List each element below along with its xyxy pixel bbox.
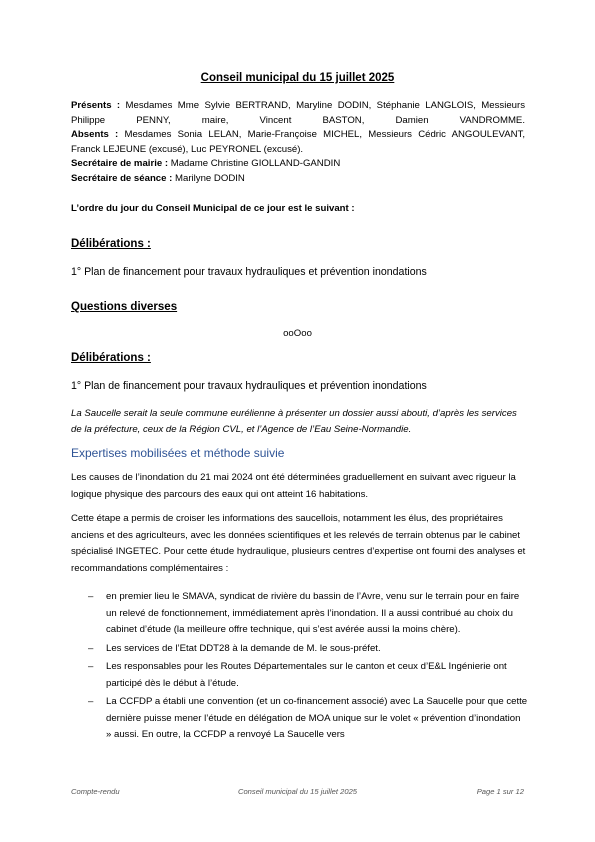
list-item-text: Les responsables pour les Routes Départementales sur le canton et ceux d’E&L Ingénierie ont participé dès le début à l’étude. [106,661,507,689]
agenda-item-1: 1° Plan de financement pour travaux hydrauliques et prévention inondations [71,266,427,278]
deliberation-item-1: 1° Plan de financement pour travaux hydrauliques et prévention inondations [71,380,427,392]
absents-line [71,128,525,157]
ordre-du-jour: L’ordre du jour du Conseil Municipal de ce jour est le suivant : [71,203,355,214]
list-item [88,589,528,639]
paragraph-etape: Cette étape a permis de croiser les informations des saucellois, notamment les élus, des propriétaires anciens et des agriculteurs, avec les données scientifiques et les relevés de terrain obtenus par le cabinet spécialisé INGETEC. Pour cette étude hydraulique, plusieurs centres d’expertise ont fourni des analyses et recommandations complémentaires : [71,513,526,574]
attendance-block [71,99,525,186]
presents-label: Présents : [71,100,121,111]
presents-line [71,99,525,128]
bullet-dash: – [88,591,94,602]
secretaire-seance-text: Marilyne DODIN [172,172,245,184]
absents-text: Mesdames Sonia LELAN, Marie-Françoise MICHEL, Messieurs Cédric ANGOULEVANT, Franck LEJEUNE (excusé), Luc PEYRONEL (excusé). [71,129,525,155]
section-heading: Expertises mobilisées et méthode suivie [71,446,285,460]
bullet-dash: – [88,696,94,707]
list-item-text: en premier lieu le SMAVA, syndicat de rivière du bassin de l’Avre, venu sur le terrain pour en faire un relevé de fonctionnement, immédiatement après l’inondation. Il a aussi contribué au choix du cabinet d’étude (la meilleure offre technique, qui s’est avérée aussi la moins chère). [106,591,520,635]
agenda-questions-heading: Questions diverses [71,301,178,313]
list-item [88,694,528,744]
footer-left: Compte-rendu [71,787,120,796]
separator: ooOoo [283,328,312,339]
footer-page-number: Page 1 sur 12 [476,787,524,796]
bullet-dash: – [88,642,94,654]
footer-center: Conseil municipal du 15 juillet 2025 [237,787,358,796]
agenda-deliberations-heading: Délibérations : [71,238,151,250]
deliberations-heading: Délibérations : [71,352,151,364]
list-item [88,641,528,658]
bullet-dash: – [88,661,94,672]
expertise-list [88,589,528,746]
presents-text: Mesdames Mme Sylvie BERTRAND, Maryline DODIN, Stéphanie LANGLOIS, Messieurs Philippe PENNY, maire, Vincent BASTON, Damien VANDROMME. [71,100,525,126]
absents-label: Absents : [71,129,119,140]
list-item-text: Les services de l’Etat DDT28 à la demande de M. le sous-préfet. [106,642,381,654]
secretaire-seance-line [71,172,525,187]
secretaire-mairie-line [71,157,525,172]
page-title: Conseil municipal du 15 juillet 2025 [200,72,395,84]
secretaire-mairie-text: Madame Christine GIOLLAND-GANDIN [168,158,341,169]
paragraph-causes: Les causes de l’inondation du 21 mai 2024 ont été déterminées graduellement en suivant avec rigueur la logique physique des parcours des eaux qui ont atteint 16 habitations. [71,472,516,500]
secretaire-mairie-label: Secrétaire de mairie : [71,158,169,169]
secretaire-seance-label: Secrétaire de séance : [71,172,173,184]
list-item-text: La CCFDP a établi une convention (et un co-financement associé) avec La Saucelle pour que cette dernière puisse mener l’étude en délégation de MOA unique sur le volet « prévention d’inondation » aussi. En outre, la CCFDP a renvoyé La Saucelle vers [106,696,528,740]
list-item [88,659,528,692]
italic-paragraph: La Saucelle serait la seule commune eurélienne à présenter un dossier aussi abouti, d’après les services de la préfecture, ceux de la Région CVL, et l’Agence de l’Eau Seine-Normandie. [71,408,517,435]
